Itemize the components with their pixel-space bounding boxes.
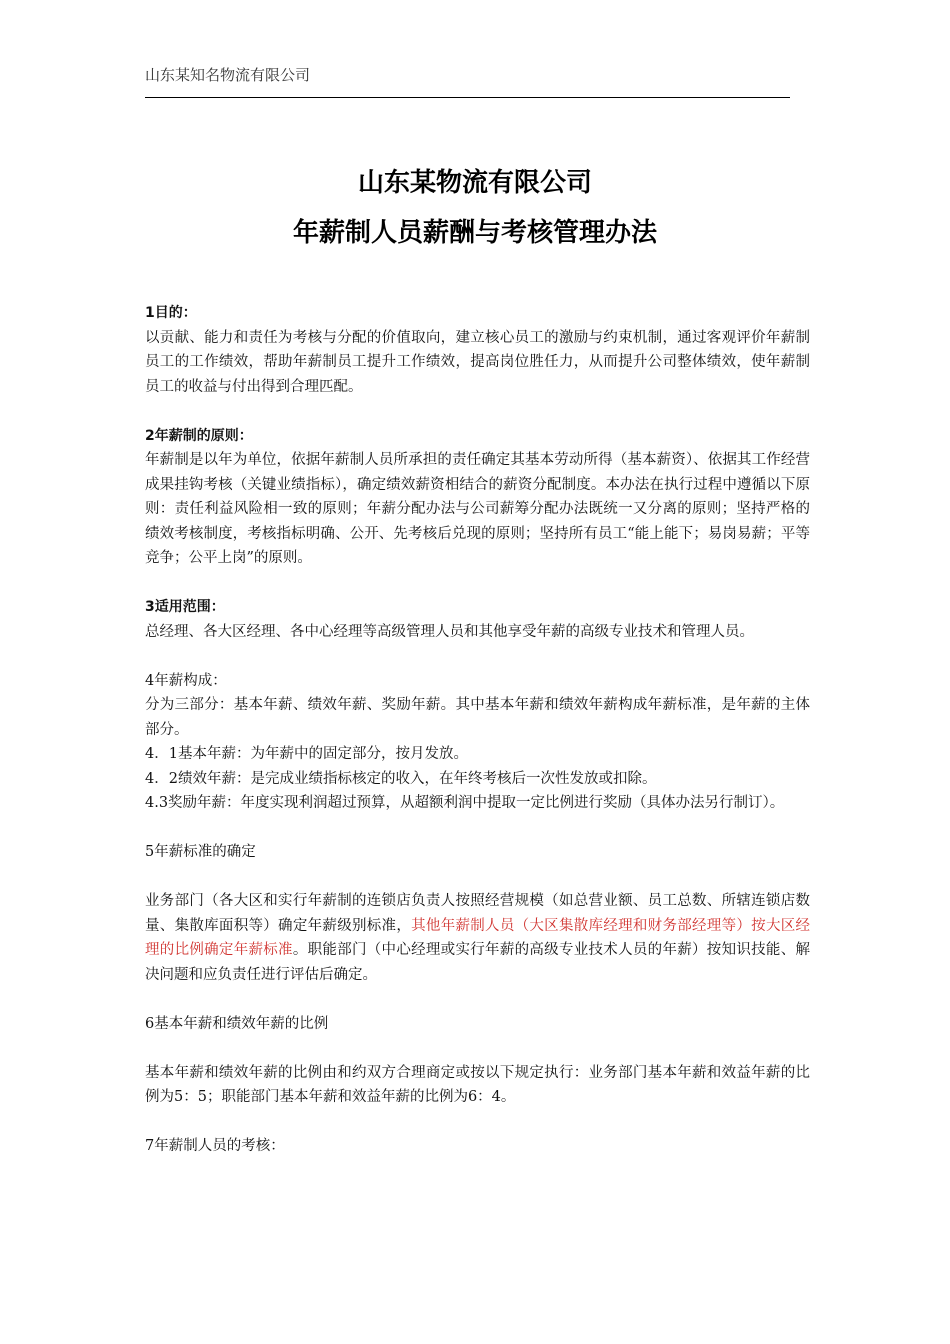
section-5-body-part-1: 业务部门（各大区和实行年薪制的连锁店负责人按照经营规模（如总营业额、员工总数、所辖连锁店数量、集散库面积等）确定年薪级别标准， [145, 893, 810, 934]
page-header-company: 山东某知名物流有限公司 [145, 66, 311, 84]
section-3-body: 总经理、各大区经理、各中心经理等高级管理人员和其他享受年薪的高级专业技术和管理人员。 [145, 623, 754, 640]
section-4-item-1: 4．1基本年薪：为年薪中的固定部分，按月发放。 [145, 746, 468, 762]
section-2-body: 年薪制是以年为单位，依据年薪制人员所承担的责任确定其基本劳动所得（基本薪资）、依据其工作经营成果挂钩考核（关键业绩指标），确定绩效薪资相结合的薪资分配制度。本办法在执行过程中遵循以下原则：责任利益风险相一致的原则；年薪分配办法与公司薪筹分配办法既统一又分离的原则；坚持严格的绩效考核制度，考核指标明确、公开、先考核后兑现的原则；坚持所有员工“能上能下；易岗易薪；平等竞争；公平上岗”的原则。 [145, 452, 810, 566]
section-4-item-2: 4．2绩效年薪：是完成业绩指标核定的收入，在年终考核后一次性发放或扣除。 [145, 770, 657, 787]
section-2-heading: 2年薪制的原则： [145, 427, 253, 444]
section-6-body: 基本年薪和绩效年薪的比例由和约双方合理商定或按以下规定执行：业务部门基本年薪和效益年薪的比例为5：5；职能部门基本年薪和效益年薪的比例为6：4。 [145, 1064, 810, 1105]
document-title-subject: 年薪制人员薪酬与考核管理办法 [292, 218, 657, 248]
document-title-company: 山东某物流有限公司 [357, 168, 592, 198]
document-body [145, 301, 810, 1159]
section-4-body: 分为三部分：基本年薪、绩效年薪、奖励年薪。其中基本年薪和绩效年薪构成年薪标准，是年薪的主体部分。 [145, 697, 810, 738]
section-5-body [145, 889, 810, 987]
section-5-body-part-2: 。职能部门（中心经理或实行年薪的高级专业技术人员的年薪）按知识技能、解决问题和应负责任进行评估后确定。 [145, 942, 810, 983]
section-7-heading: 7年薪制人员的考核： [145, 1138, 285, 1154]
section-6-heading: 6基本年薪和绩效年薪的比例 [145, 1015, 329, 1032]
section-4-heading: 4年薪构成： [145, 672, 227, 689]
section-3-heading: 3适用范围： [145, 599, 225, 615]
header-divider [145, 97, 790, 98]
section-1-heading: 1目的： [145, 305, 197, 321]
section-5-heading: 5年薪标准的确定 [145, 844, 256, 860]
section-4-item-3: 4.3奖励年薪：年度实现利润超过预算，从超额利润中提取一定比例进行奖励（具体办法另行制订）。 [145, 795, 785, 811]
section-5-highlighted-text: 其他年薪制人员（大区集散库经理和财务部经理等）按大区经理的比例确定年薪标准 [145, 917, 811, 958]
section-1-body: 以贡献、能力和责任为考核与分配的价值取向，建立核心员工的激励与约束机制，通过客观评价年薪制员工的工作绩效，帮助年薪制员工提升工作绩效，提高岗位胜任力，从而提升公司整体绩效，使年薪制员工的收益与付出得到合理匹配。 [145, 329, 810, 395]
